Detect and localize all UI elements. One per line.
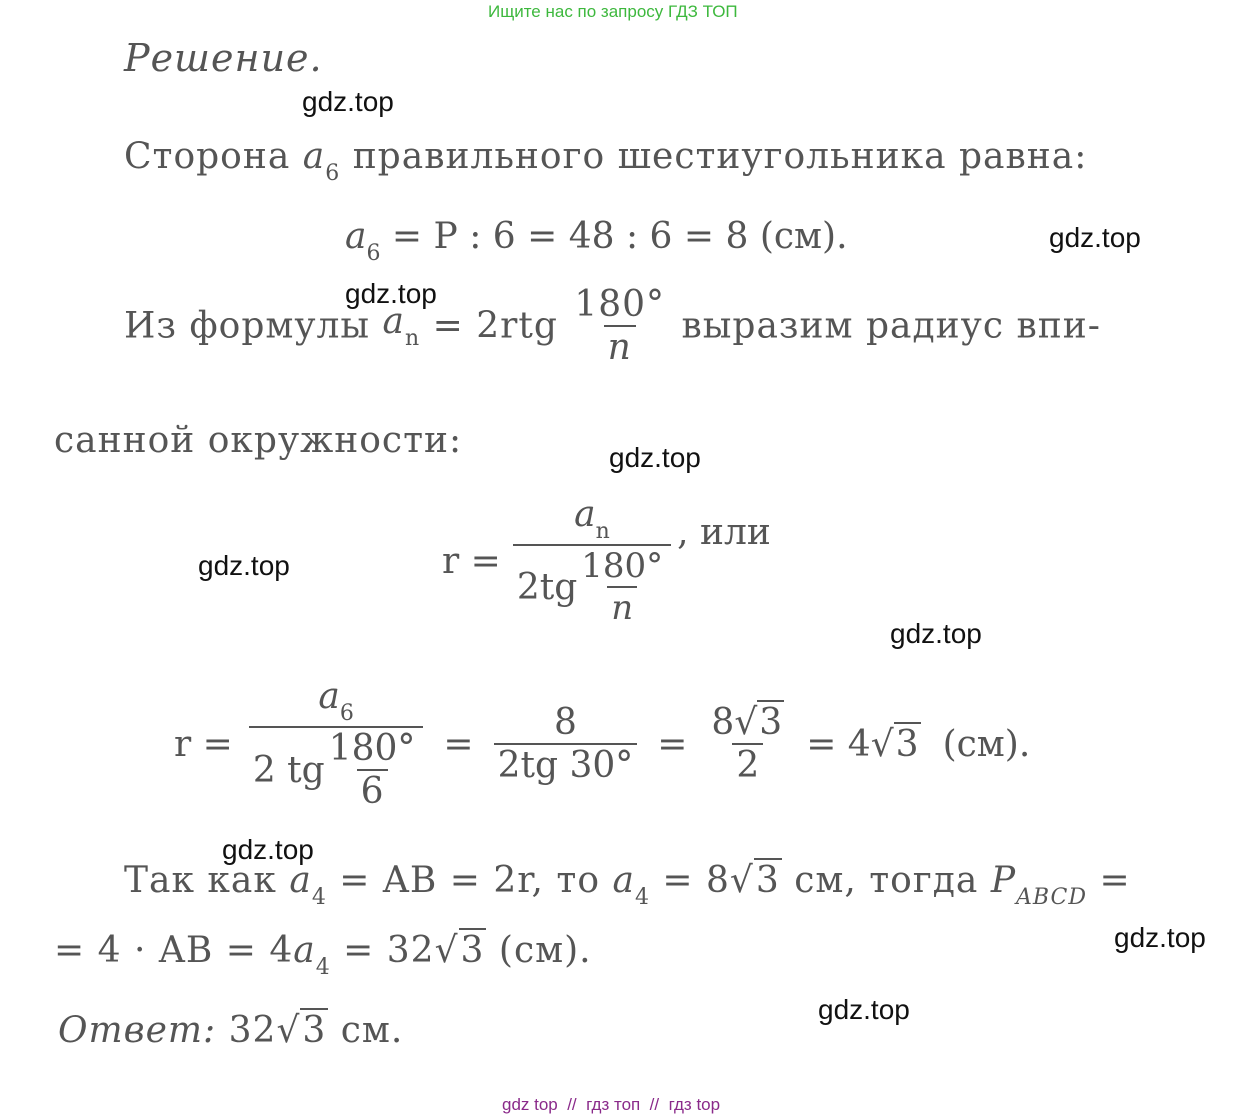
paragraph-perimeter: = 4 · AB = $4a_4 = 32√3$ (см). bbox=[54, 930, 592, 980]
watermark: gdz.top bbox=[222, 834, 314, 865]
equation-side-length: $a_6 = P$ : 6 = 48 : 6 = 8 (см). bbox=[345, 216, 848, 266]
watermark: gdz.top bbox=[609, 442, 701, 473]
watermark: gdz.top bbox=[1114, 922, 1206, 953]
paragraph-since: Так как $a_4$ = AB = 2r, то $a_4 = 8√3$ см, тогда $P_{ABCD}$ = bbox=[124, 860, 1131, 910]
watermark: gdz.top bbox=[890, 618, 982, 649]
paragraph-inscribed-circle: санной окружности: bbox=[54, 420, 463, 461]
equation-radius-value: r = $a_6$ 2 tg $\frac{180^\circ}{6}$ = $\frac{8}{2tg 30^\circ}$ = $\frac{8√3}{2}$ = 4√3 (см). bbox=[174, 676, 1031, 812]
fraction-180-over-n: $\frac{180^\circ}{n}$ bbox=[574, 284, 666, 368]
watermark: gdz.top bbox=[818, 994, 910, 1025]
watermark: gdz.top bbox=[302, 86, 394, 117]
footer-links: gdz top // гдз топ // гдз top bbox=[502, 1095, 721, 1114]
answer-line: Ответ: 32√3 см. bbox=[58, 1010, 404, 1051]
solution-heading: Решение. bbox=[124, 36, 323, 80]
top-banner: Ищите нас по запросу ГДЗ ТОП bbox=[488, 2, 738, 21]
watermark: gdz.top bbox=[345, 278, 437, 309]
fraction-an-over-2tg: $a_n$ 2tg $\frac{180^\circ}{n}$ bbox=[513, 494, 671, 628]
equation-radius-general: r = $a_n$ 2tg $\frac{180^\circ}{n}$ , или bbox=[442, 494, 771, 628]
paragraph-side-length: Сторона $a_6$ правильного шестиугольника равна: bbox=[124, 136, 1088, 186]
fraction-a6-over-2tg: $a_6$ 2 tg $\frac{180^\circ}{6}$ bbox=[249, 676, 424, 812]
fraction-8-over-2tg30: $\frac{8}{2tg 30^\circ}$ bbox=[494, 702, 638, 786]
paragraph-formula: Из формулы $a_n = 2rtg$ $\frac{180^\circ}{n}$ выразим радиус впи- bbox=[124, 284, 1101, 368]
fraction-8sqrt3-over-2: $\frac{8√3}{2}$ bbox=[711, 702, 783, 786]
watermark: gdz.top bbox=[198, 550, 290, 581]
watermark: gdz.top bbox=[1049, 222, 1141, 253]
